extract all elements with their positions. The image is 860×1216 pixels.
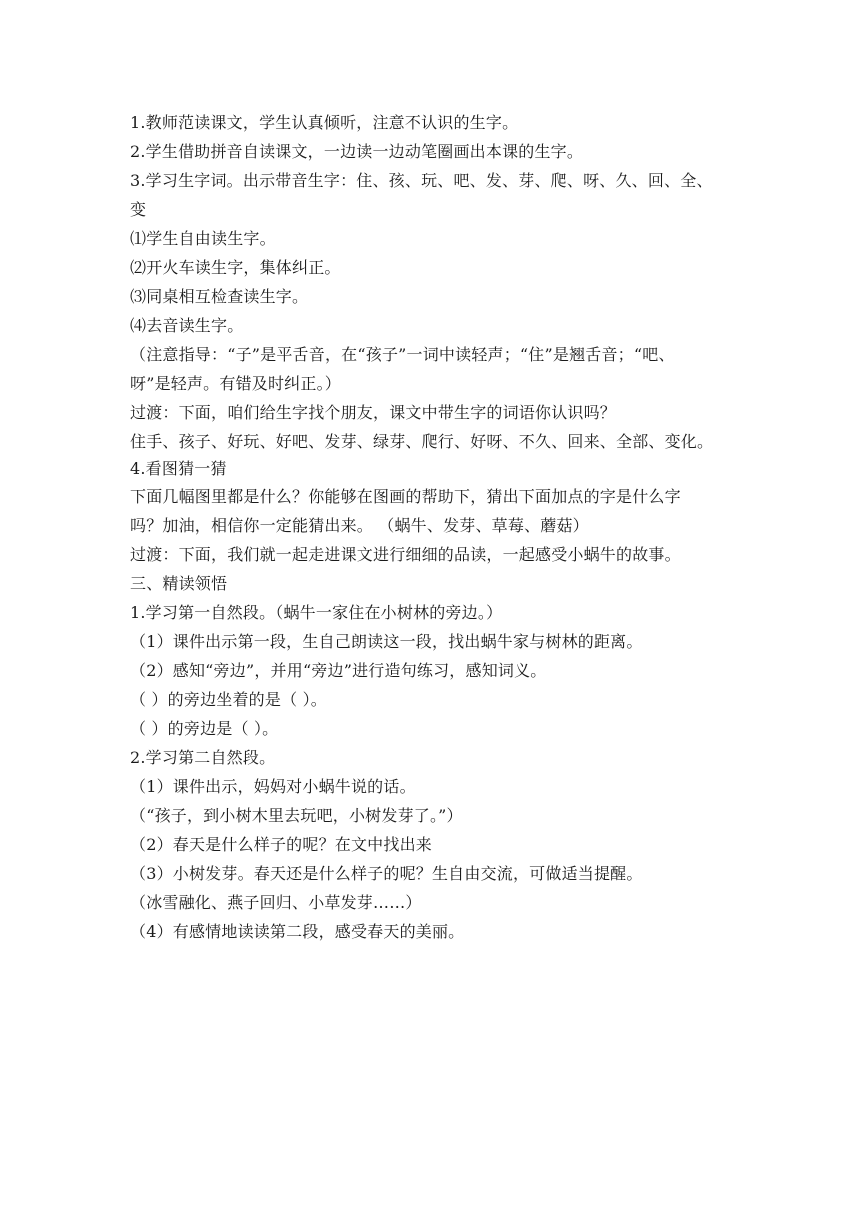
lesson-plan-body <box>130 108 730 946</box>
substep-3-deskmate-check: ⑶同桌相互检查读生字。 <box>130 287 309 306</box>
substep-1-free-reading: ⑴学生自由读生字。 <box>130 229 276 248</box>
transition-2: 过渡：下面，我们就一起走进课文进行细细的品读，一起感受小蜗牛的故事。 <box>130 545 681 564</box>
pronunciation-note: （注意指导：“子”是平舌音，在“孩子”一词中读轻声；“住”是翘舌音；“吧、 <box>130 345 675 364</box>
paragraph-1-item-2: （2）感知“旁边”，并用“旁边”进行造句练习，感知词义。 <box>130 661 547 680</box>
paragraph-2-item-4: （4）有感情地读读第二段，感受春天的美丽。 <box>130 922 465 941</box>
pronunciation-note-cont: 呀”是轻声。有错及时纠正。） <box>130 374 341 393</box>
step-4-guess-heading: 4.看图猜一猜 <box>130 459 227 478</box>
substep-4-no-pinyin: ⑷去音读生字。 <box>130 316 244 335</box>
section-3-heading: 三、精读领悟 <box>130 574 228 593</box>
paragraph-1-item-1: （1）课件出示第一段，生自己朗读这一段，找出蜗牛家与树林的距离。 <box>130 632 643 651</box>
guess-instruction-cont: 吗？加油，相信你一定能猜出来。 （蜗牛、发芽、草莓、蘑菇） <box>130 516 589 535</box>
paragraph-1-study: 1.学习第一自然段。（蜗牛一家住在小树林的旁边。） <box>130 603 503 622</box>
paragraph-2-item-1: （1）课件出示，妈妈对小蜗牛说的话。 <box>130 777 416 796</box>
sentence-pattern-2: （ ）的旁边是（ ）。 <box>130 719 279 738</box>
mother-quote: （“孩子，到小树木里去玩吧，小树发芽了。”） <box>130 806 463 825</box>
guess-instruction: 下面几幅图里都是什么？你能够在图画的帮助下，猜出下面加点的字是什么字 <box>130 487 681 506</box>
step-3-new-characters-cont: 变 <box>130 200 147 219</box>
transition-1: 过渡：下面，咱们给生字找个朋友，课文中带生字的词语你认识吗？ <box>130 403 617 422</box>
word-list: 住手、孩子、好玩、好吧、发芽、绿芽、爬行、好呀、不久、回来、全部、变化。 <box>130 432 714 451</box>
step-2-self-reading: 2.学生借助拼音自读课文，一边读一边动笔圈画出本课的生字。 <box>130 142 584 161</box>
paragraph-2-study: 2.学习第二自然段。 <box>130 748 276 767</box>
paragraph-2-item-3: （3）小树发芽。春天还是什么样子的呢？生自由交流，可做适当提醒。 <box>130 864 643 883</box>
paragraph-2-item-2: （2）春天是什么样子的呢？在文中找出来 <box>130 835 432 854</box>
sentence-pattern-1: （ ）的旁边坐着的是（ ）。 <box>130 690 327 709</box>
step-3-new-characters: 3.学习生字词。出示带音生字：住、孩、玩、吧、发、芽、爬、呀、久、回、全、 <box>130 171 713 190</box>
step-1-teacher-reads: 1.教师范读课文，学生认真倾听，注意不认识的生字。 <box>130 113 519 132</box>
substep-2-train-reading: ⑵开火车读生字，集体纠正。 <box>130 258 341 277</box>
spring-examples: （冰雪融化、燕子回归、小草发芽……） <box>130 893 422 912</box>
